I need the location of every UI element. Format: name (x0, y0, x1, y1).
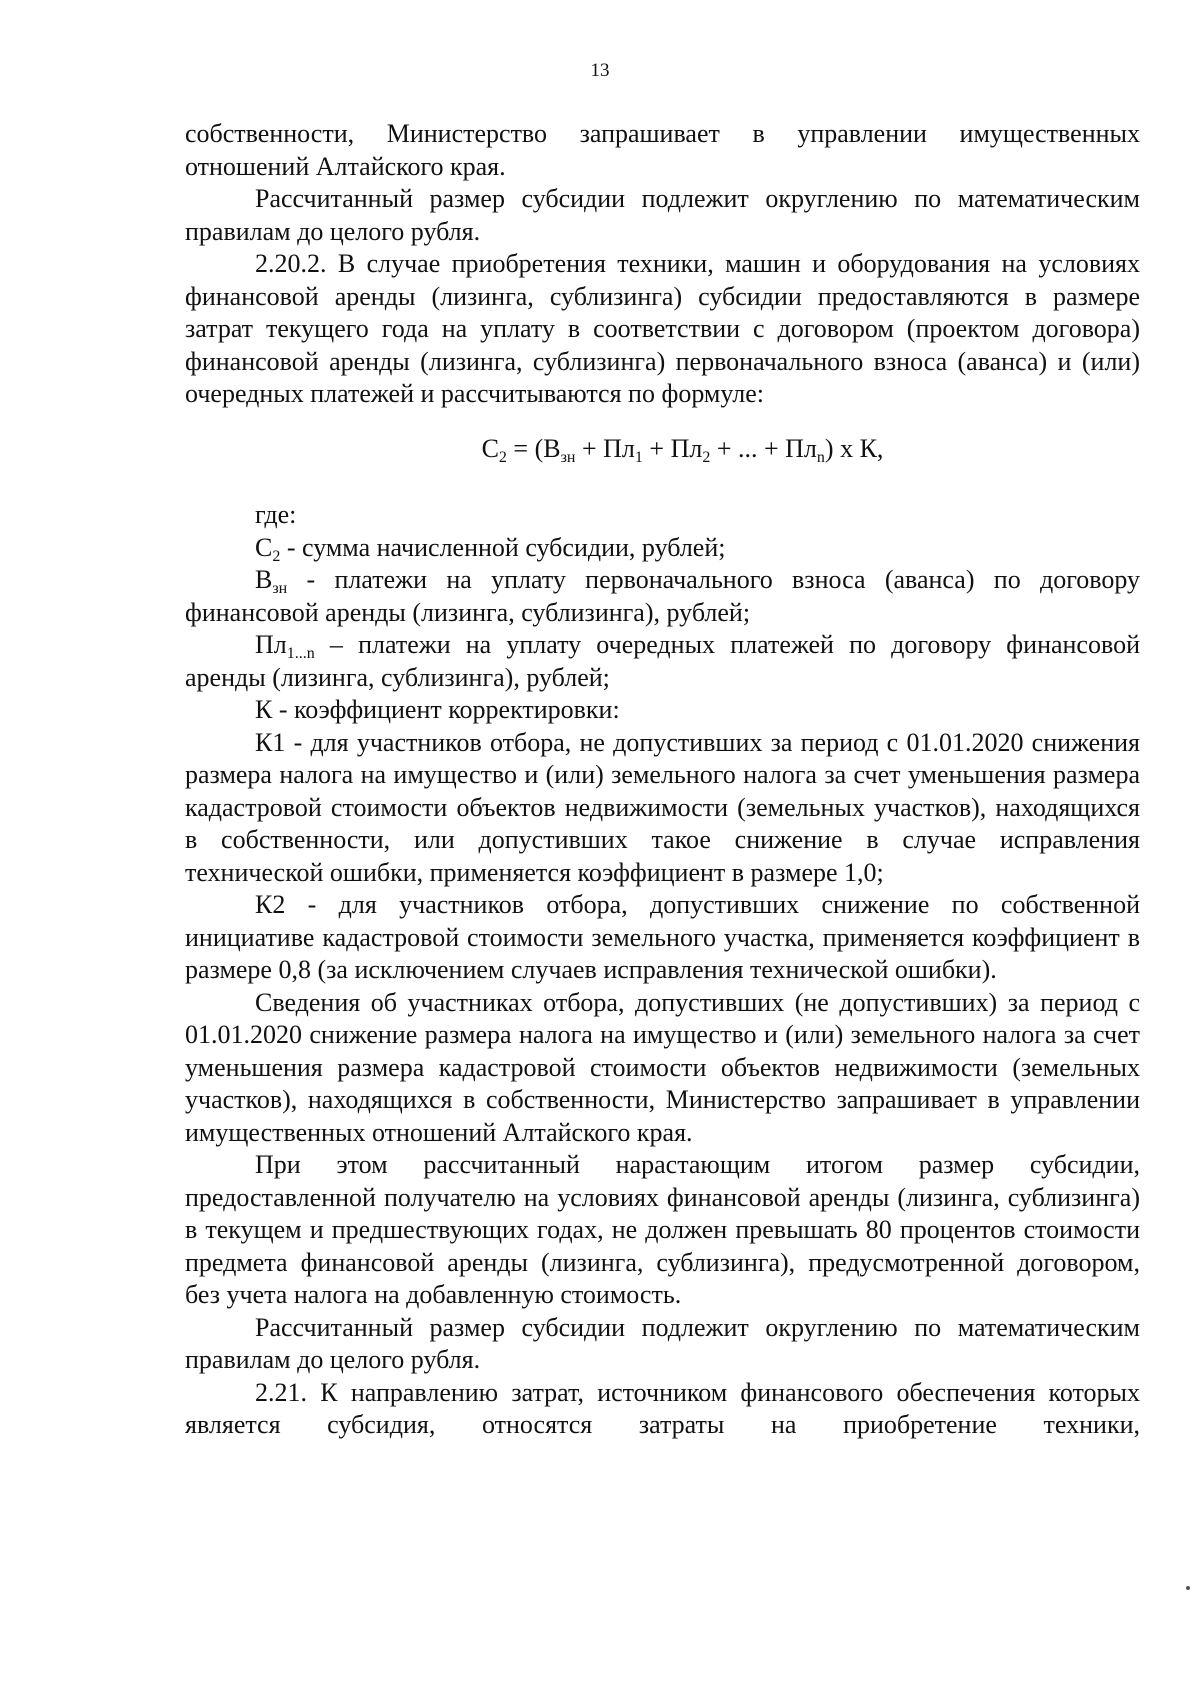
symbol-c2: $С_2$ (255, 532, 281, 565)
paragraph: При этом рассчитанный нарастающим итогом размер субсидии, предоставленной получателю на условиях финансовой аренды (лизинга, сублизинга) в текущем и предшествующих годах, не должен превышать 80 процентов стоимости предмета финансовой аренды (лизинга, сублизинга), предусмотренной договором, без учета налога на добавленную стоимость. (185, 1150, 1140, 1309)
scan-speck (1186, 1586, 1190, 1590)
definition-k: К - коэффициент корректировки: (255, 695, 620, 724)
definition-c2: $С_2$ - сумма начисленной субсидии, рублей; (255, 532, 726, 565)
symbol-vzn: $В_{зн}$ (255, 565, 288, 597)
formula: $С_2 = (В_{зн} + Пл_1 + Пл_2$ + ... + $Пл_n$) х К, (481, 433, 884, 466)
document-body (185, 118, 1140, 1442)
where-label: где: (255, 500, 297, 529)
definition-k1: К1 - для участников отбора, не допустивших за период с 01.01.2020 снижения размера налога на имущество и (или) земельного налога за счет уменьшения размера кадастровой стоимости объектов недвижимости (земельных участков), находящихся в собственности, или допустивших такое снижение в случае исправления технической ошибки, применяется коэффициент в размере 1,0; (185, 727, 1140, 887)
paragraph: 2.20.2. В случае приобретения техники, машин и оборудования на условиях финансовой аренды (лизинга, сублизинга) субсидии предоставляются в размере затрат текущего года на уплату в соответствии с договором (проектом договора) финансовой аренды (лизинга, сублизинга) первоначального взноса (аванса) и (или) очередных платежей и рассчитываются по формуле: (185, 249, 1140, 408)
definition-vzn: $В_{зн}$ - платежи на уплату первоначального взноса (аванса) по договору финансовой аренды (лизинга, сублизинга), рублей; (185, 565, 1140, 627)
paragraph: Сведения об участниках отбора, допустивших (не допустивших) за период с 01.01.2020 снижение размера налога на имущество и (или) земельного налога за счет уменьшения размера кадастровой стоимости объектов недвижимости (земельных участков), находящихся в собственности, Министерство запрашивает в управлении имущественных отношений Алтайского края. (185, 987, 1140, 1147)
definition-pl: $Пл_{1...n}$ – платежи на уплату очередных платежей по договору финансовой аренды (лизинга, сублизинга), рублей; (185, 630, 1140, 692)
paragraph: собственности, Министерство запрашивает в управлении имущественных отношений Алтайского края. (185, 119, 1140, 181)
page-number: 13 (590, 60, 610, 81)
paragraph: Рассчитанный размер субсидии подлежит округлению по математическим правилам до целого рубля. (185, 1312, 1140, 1374)
paragraph: 2.21. К направлению затрат, источником финансового обеспечения которых является субсидия, относятся затраты на приобретение техники, (185, 1377, 1140, 1439)
paragraph: Рассчитанный размер субсидии подлежит округлению по математическим правилам до целого рубля. (185, 184, 1140, 246)
definition-k2: К2 - для участников отбора, допустивших снижение по собственной инициативе кадастровой стоимости земельного участка, применяется коэффициент в размере 0,8 (за исключением случаев исправления технической ошибки). (185, 890, 1140, 984)
symbol-pl: $Пл_{1...n}$ (255, 630, 315, 662)
